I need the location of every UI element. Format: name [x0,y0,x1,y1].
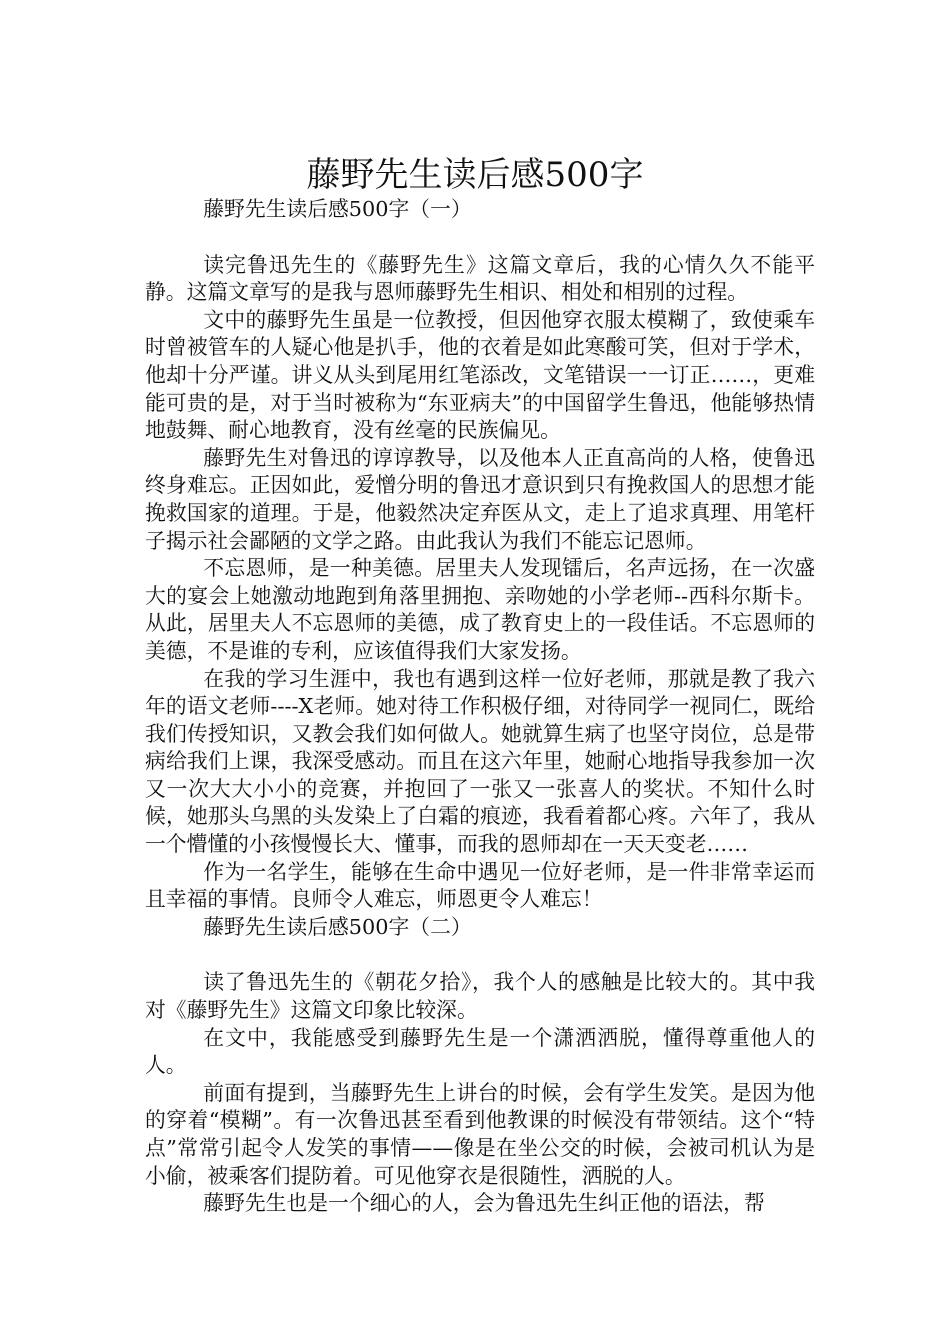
paragraph: 读完鲁迅先生的《藤野先生》这篇文章后，我的心情久久不能平静。这篇文章写的是我与恩师藤野先生相识、相处和相别的过程。 [145,252,815,305]
paragraph: 前面有提到，当藤野先生上讲台的时候，会有学生发笑。是因为他的穿着“模糊”。有一次鲁迅甚至看到他教课的时候没有带领结。这个“特点”常常引起令人发笑的事情——像是在坐公交的时候，会被司机认为是小偷，被乘客们提防着。可见他穿衣是很随性，洒脱的人。 [145,1080,815,1188]
paragraph: 在文中，我能感受到藤野先生是一个潇洒洒脱，懂得尊重他人的人。 [145,1025,815,1078]
document-title: 藤野先生读后感500字 [306,154,644,195]
paragraph: 不忘恩师，是一种美德。居里夫人发现镭后，名声远扬，在一次盛大的宴会上她激动地跑到角落里拥抱、亲吻她的小学老师--西科尔斯卡。从此，居里夫人不忘恩师的美德，成了教育史上的一段佳话。不忘恩师的美德，不是谁的专利，应该值得我们大家发扬。 [145,556,815,663]
paragraph: 读了鲁迅先生的《朝花夕拾》，我个人的感触是比较大的。其中我对《藤野先生》这篇文印象比较深。 [145,970,815,1023]
paragraph: 文中的藤野先生虽是一位教授，但因他穿衣服太模糊了，致使乘车时曾被管车的人疑心他是扒手，他的衣着是如此寒酸可笑，但对于学术，他却十分严谨。讲义从头到尾用红笔添改，文笔错误一一订正……，更难能可贵的是，对于当时被称为“东亚病夫”的中国留学生鲁迅，他能够热情地鼓舞、耐心地教育，没有丝毫的民族偏见。 [145,307,815,443]
paragraph: 作为一名学生，能够在生命中遇见一位好老师，是一件非常幸运而且幸福的事情。良师令人难忘，师恩更令人难忘！ [145,859,815,912]
document-body [145,196,815,1218]
section-heading-2: 藤野先生读后感500字（二） [203,914,472,939]
paragraph: 藤野先生对鲁迅的谆谆教导，以及他本人正直高尚的人格，使鲁迅终身难忘。正因如此，爱憎分明的鲁迅才意识到只有挽救国人的思想才能挽救国家的道理。于是，他毅然决定弃医从文，走上了追求真理、用笔杆子揭示社会鄙陋的文学之路。由此我认为我们不能忘记恩师。 [145,445,815,553]
paragraph: 藤野先生也是一个细心的人，会为鲁迅先生纠正他的语法，帮 [203,1191,765,1216]
blank-line [145,224,815,252]
section-heading-1: 藤野先生读后感500字（一） [203,197,472,221]
paragraph: 在我的学习生涯中，我也有遇到这样一位好老师，那就是教了我六年的语文老师----X老师。她对待工作积极仔细，对待同学一视同仁，既给我们传授知识，又教会我们如何做人。她就算生病了也坚守岗位，总是带病给我们上课，我深受感动。而且在这六年里，她耐心地指导我参加一次又一次大大小小的竞赛，并抱回了一张又一张喜人的奖状。不知什么时候，她那头乌黑的头发染上了白霜的痕迹，我看着都心疼。六年了，我从一个懵懂的小孩慢慢长大、懂事，而我的恩师却在一天天变老…… [145,666,815,857]
blank-line [145,941,815,969]
